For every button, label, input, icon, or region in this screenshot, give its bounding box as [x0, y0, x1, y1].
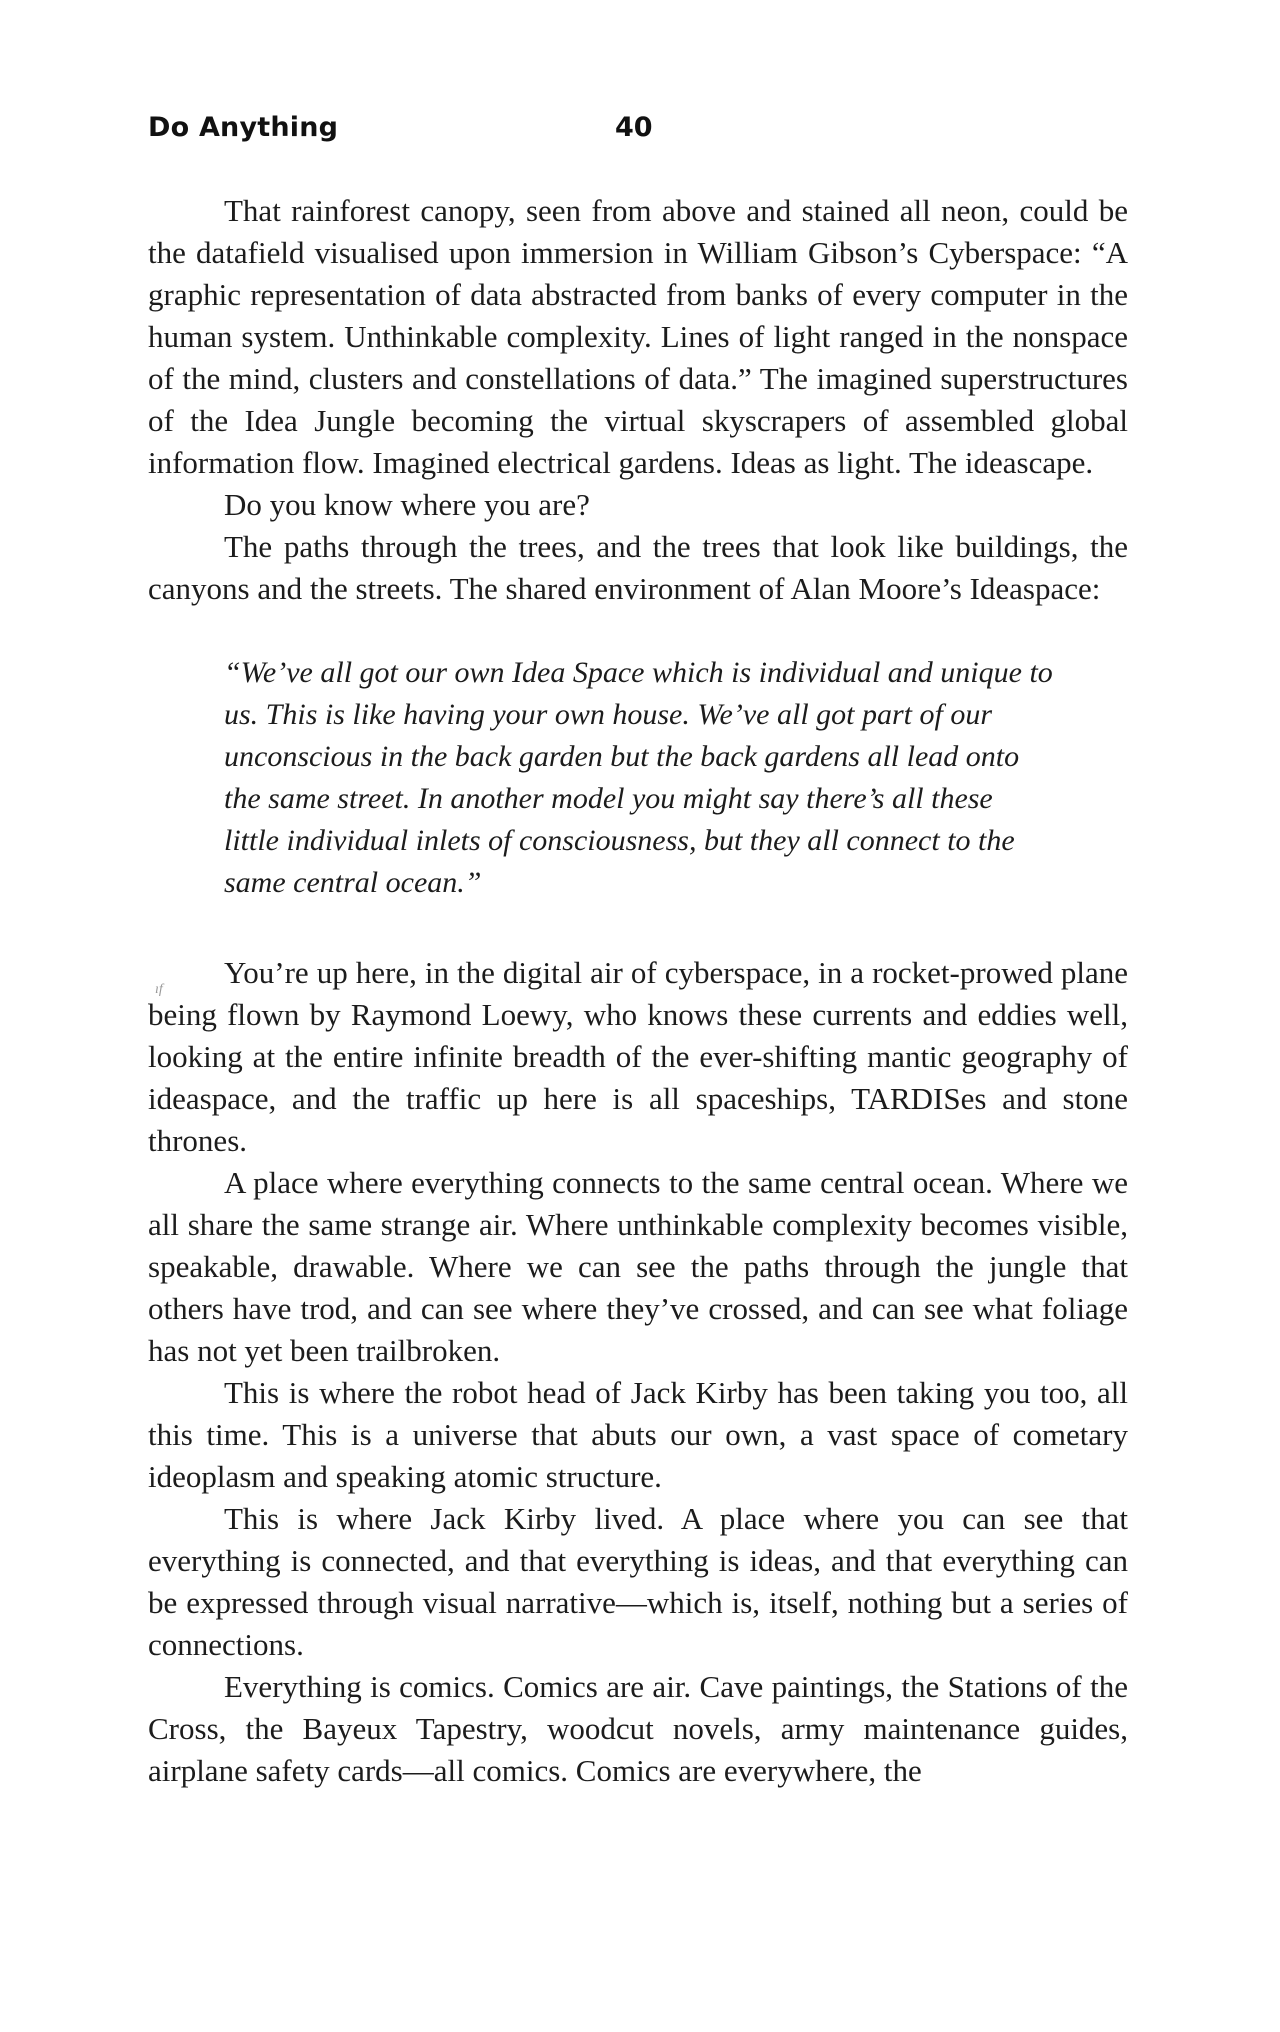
running-title: Do Anything — [148, 112, 339, 143]
block-quote: “We’ve all got our own Idea Space which is individual and unique to us. This is like having your own house. We’ve all got part of our unconscious in the back garden but the back gardens all lead onto the same street. In another model you might say there’s all these little individual inlets of consciousness, but they all connect to the same central ocean.” — [224, 656, 1053, 899]
paragraph: You’re up here, in the digital air of cyberspace, in a rocket-prowed plane being flown by Raymond Loewy, who knows these currents and eddies well, looking at the entire infinite breadth of the ever-shifting mantic geography of ideaspace, and the traffic up here is all spaceships, TARDISes and stone thrones. — [148, 955, 1128, 1158]
page-number: 40 — [615, 112, 653, 143]
paragraph: Do you know where you are? — [224, 487, 590, 522]
body-text — [148, 190, 1128, 1792]
stray-ink-mark: ıf — [155, 982, 163, 997]
paragraph: This is where Jack Kirby lived. A place where you can see that everything is connected, and that everything is ideas, and that everything can be expressed through visual narrative—which is, itself, nothing but a series of connections. — [148, 1501, 1128, 1662]
paragraph: Everything is comics. Comics are air. Cave paintings, the Stations of the Cross, the Bayeux Tapestry, woodcut novels, army maintenance guides, airplane safety cards—all comics. Comics are everywhere, the — [148, 1669, 1128, 1788]
paragraph: The paths through the trees, and the trees that look like buildings, the canyons and the streets. The shared environment of Alan Moore’s Ideaspace: — [148, 529, 1128, 606]
paragraph: A place where everything connects to the same central ocean. Where we all share the same strange air. Where unthinkable complexity becomes visible, speakable, drawable. Where we can see the paths through the jungle that others have trod, and can see where they’ve crossed, and can see what foliage has not yet been trailbroken. — [148, 1165, 1128, 1368]
paragraph: That rainforest canopy, seen from above and stained all neon, could be the datafield visualised upon immersion in William Gibson’s Cyberspace: “A graphic representation of data abstracted from banks of every computer in the human system. Unthinkable complexity. Lines of light ranged in the nonspace of the mind, clusters and constellations of data.” The imagined superstructures of the Idea Jungle becoming the virtual skyscrapers of assembled global information flow. Imagined electrical gardens. Ideas as light. The ideascape. — [148, 193, 1128, 480]
running-head — [148, 112, 1148, 152]
paragraph: This is where the robot head of Jack Kirby has been taking you too, all this time. This is a universe that abuts our own, a vast space of cometary ideoplasm and speaking atomic structure. — [148, 1375, 1128, 1494]
